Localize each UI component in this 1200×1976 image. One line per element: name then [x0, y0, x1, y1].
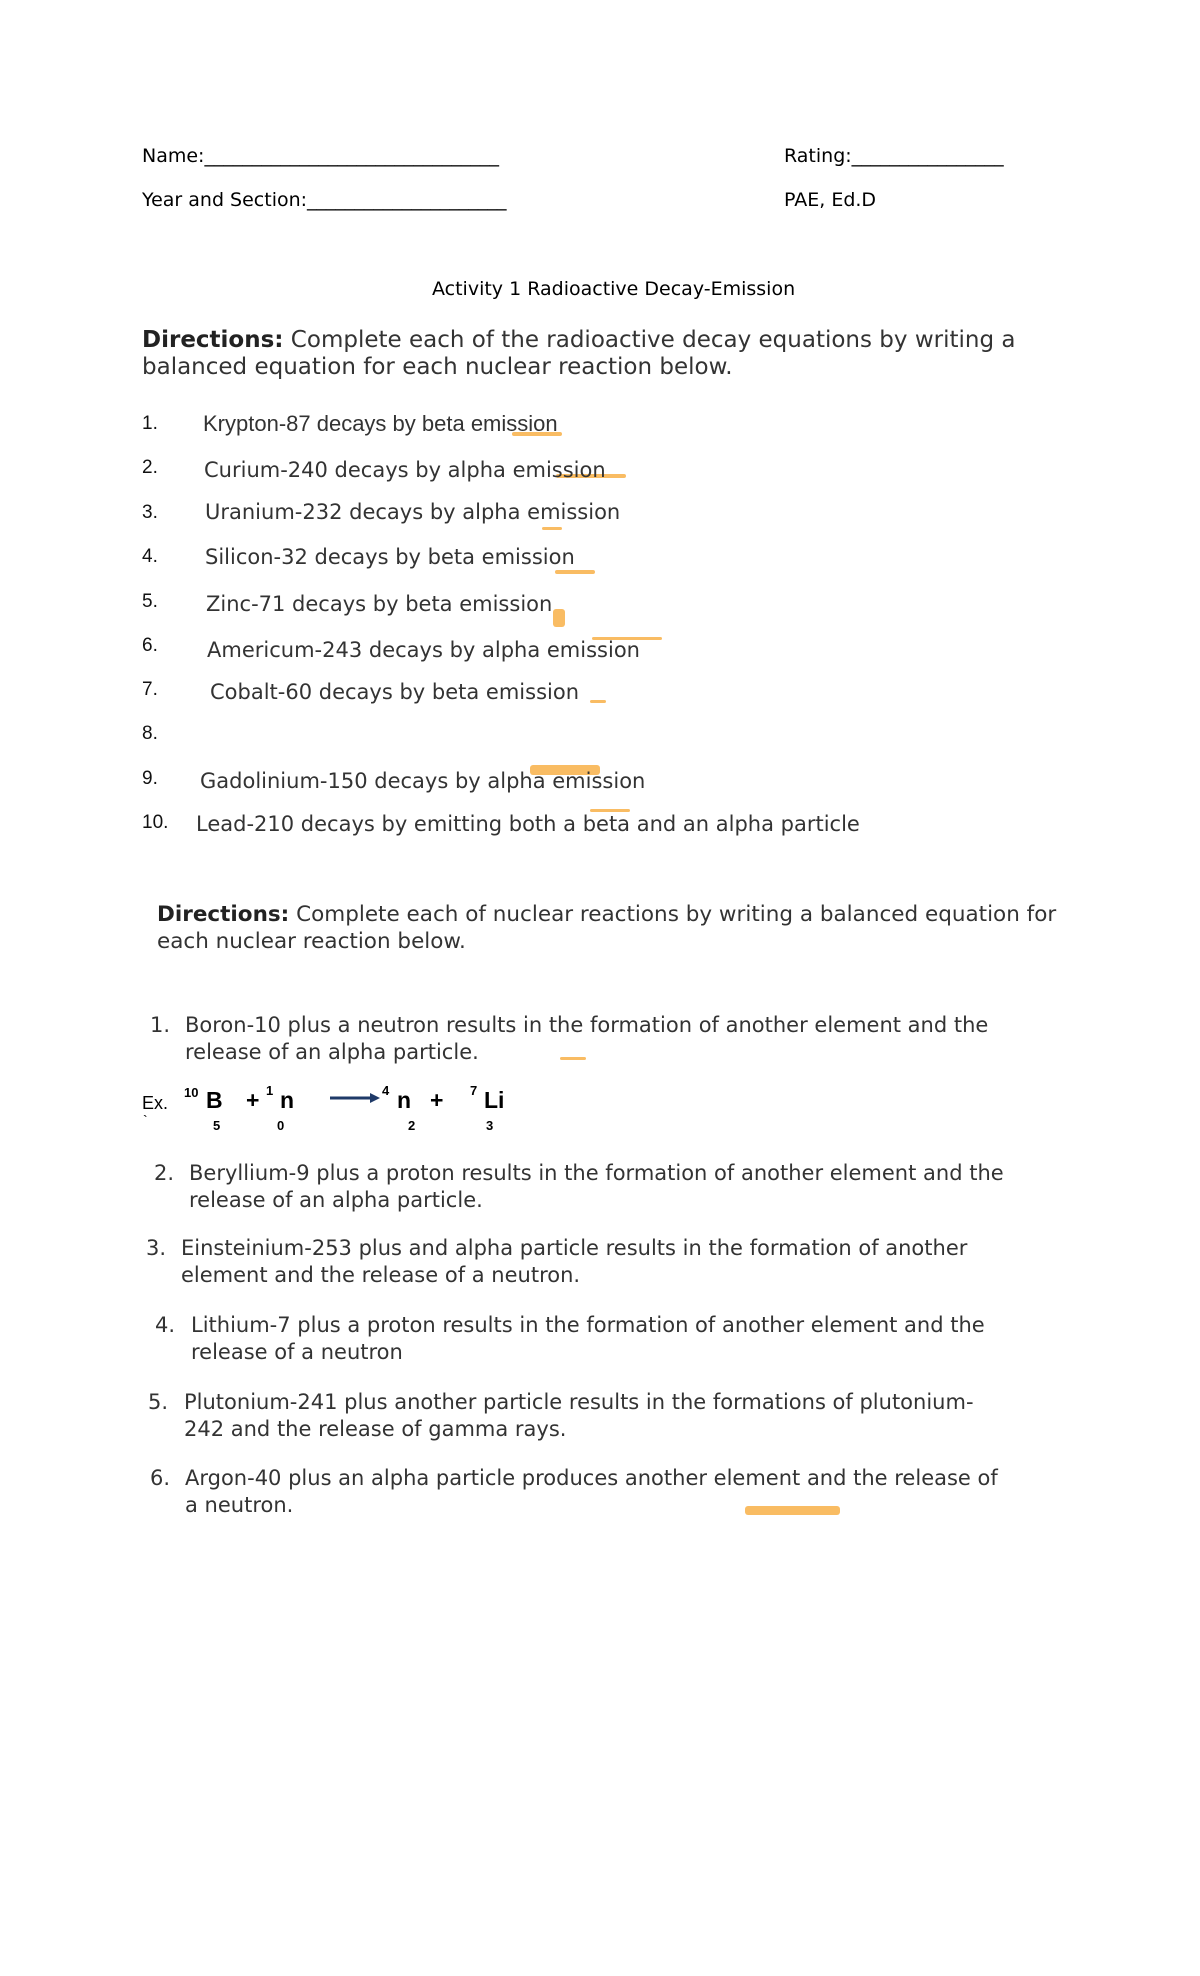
reaction-item: [189, 1160, 1004, 1214]
list-item: Americum-243 decays by alpha emission: [207, 638, 640, 662]
reaction-line: Einsteinium-253 plus and alpha particle results in the formation of another: [181, 1236, 968, 1260]
product-symbol: n: [397, 1087, 412, 1113]
reaction-item-number: 6.: [150, 1466, 171, 1490]
reaction-line: 242 and the release of gamma rays.: [184, 1417, 567, 1441]
lithium-symbol: Li: [484, 1087, 505, 1113]
section1-directions: [142, 327, 1015, 381]
plus-sign: +: [246, 1087, 260, 1113]
reaction-item: [181, 1235, 967, 1289]
example-label: Ex.: [142, 1093, 169, 1113]
boron-symbol: B: [206, 1087, 223, 1113]
reaction-line: element and the release of a neutron.: [181, 1263, 581, 1287]
item-number: 5.: [142, 591, 158, 612]
directions-text-line2: each nuclear reaction below.: [157, 929, 466, 954]
lithium-atomic-number: 3: [486, 1118, 494, 1133]
reaction-item-number: 2.: [154, 1161, 175, 1185]
directions-text-line1: Complete each of the radioactive decay equations by writing a: [283, 327, 1016, 353]
reaction-line: release of a neutron: [191, 1340, 403, 1364]
arrow-right-icon: [330, 1091, 382, 1105]
directions-text-line1: Complete each of nuclear reactions by writing a balanced equation for: [289, 902, 1057, 927]
reaction-item: [185, 1465, 998, 1519]
lithium-mass-number: 7: [470, 1083, 478, 1098]
item-number: 1.: [142, 413, 158, 434]
example-tick: `: [143, 1112, 148, 1128]
reaction-line: Lithium-7 plus a proton results in the formation of another element and the: [191, 1313, 985, 1337]
highlight-mark: [542, 527, 562, 530]
list-item: Lead-210 decays by emitting both a beta and an alpha particle: [196, 812, 860, 836]
reaction-line: Beryllium-9 plus a proton results in the formation of another element and the: [189, 1161, 1004, 1185]
highlight-mark: [590, 700, 606, 703]
highlight-mark: [555, 570, 595, 574]
reaction-line: Plutonium-241 plus another particle results in the formations of plutonium-: [184, 1390, 974, 1414]
directions-label: Directions:: [157, 902, 290, 927]
rating-field: Rating:________________: [784, 145, 1004, 167]
product-mass-number: 4: [382, 1083, 390, 1098]
directions-label: Directions:: [142, 327, 284, 353]
item-number: 6.: [142, 635, 158, 656]
reaction-item: [184, 1389, 974, 1443]
plus-sign: +: [430, 1087, 444, 1113]
neutron-symbol: n: [280, 1087, 295, 1113]
author-credit: PAE, Ed.D: [784, 189, 877, 211]
reaction-item-number: 5.: [148, 1390, 169, 1414]
product-atomic-number: 2: [408, 1118, 416, 1133]
reaction-item-number: 3.: [146, 1236, 167, 1260]
neutron-atomic-number: 0: [277, 1118, 285, 1133]
reaction-item: [191, 1312, 985, 1366]
list-item: Krypton-87 decays by beta emission: [203, 411, 558, 436]
reaction-line: a neutron.: [185, 1493, 294, 1517]
item-number: 2.: [142, 457, 158, 478]
section2-directions: [157, 901, 1056, 955]
reaction-line: release of an alpha particle.: [189, 1188, 483, 1212]
list-item: Curium-240 decays by alpha emission: [204, 458, 606, 482]
reaction-line: release of an alpha particle.: [185, 1040, 479, 1064]
item-number: 7.: [142, 679, 158, 700]
boron-mass-number: 10: [184, 1085, 199, 1100]
item-number: 10.: [142, 812, 169, 833]
reaction-item-number: 4.: [155, 1313, 176, 1337]
name-field: Name:_______________________________: [142, 145, 499, 167]
year-section-field: Year and Section:_____________________: [142, 189, 507, 211]
item-number: 4.: [142, 546, 158, 567]
reaction-line: Argon-40 plus an alpha particle produces another element and the release of: [185, 1466, 998, 1490]
list-item: Silicon-32 decays by beta emission: [205, 545, 575, 569]
list-item: Uranium-232 decays by alpha emission: [205, 500, 621, 524]
list-item: Gadolinium-150 decays by alpha emission: [200, 769, 646, 793]
neutron-mass-number: 1: [266, 1083, 274, 1098]
reaction-line: Boron-10 plus a neutron results in the formation of another element and the: [185, 1013, 989, 1037]
reaction-item: [185, 1012, 988, 1066]
highlight-mark: [553, 609, 565, 627]
list-item: Cobalt-60 decays by beta emission: [210, 680, 580, 704]
activity-title: Activity 1 Radioactive Decay-Emission: [432, 278, 796, 300]
item-number: 9.: [142, 768, 158, 789]
boron-atomic-number: 5: [213, 1118, 221, 1133]
item-number: 8.: [142, 723, 158, 744]
item-number: 3.: [142, 502, 158, 523]
directions-text-line2: balanced equation for each nuclear reaction below.: [142, 354, 733, 380]
list-item: Zinc-71 decays by beta emission: [206, 592, 553, 616]
reaction-item-number: 1.: [150, 1013, 171, 1037]
